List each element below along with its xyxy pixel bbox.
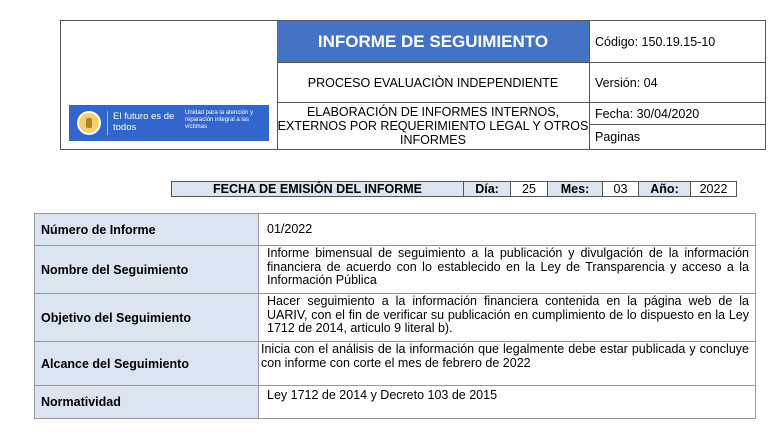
row-label: Objetivo del Seguimiento: [35, 294, 259, 341]
table-row: [35, 342, 755, 386]
row-label: Nombre del Seguimiento: [35, 246, 259, 293]
document-date: Fecha: 30/04/2020: [589, 103, 765, 125]
row-value: Ley 1712 de 2014 y Decreto 103 de 2015: [267, 388, 498, 402]
institution-logo: [69, 105, 269, 141]
year-label: Año:: [639, 182, 691, 196]
process-name: PROCESO EVALUACIÒN INDEPENDIENTE: [277, 63, 589, 103]
emission-date-strip: [171, 181, 737, 197]
coat-of-arms-icon: [77, 111, 101, 135]
emission-label: FECHA DE EMISIÓN DEL INFORME: [172, 182, 464, 196]
table-row: [35, 246, 755, 294]
row-label: Normatividad: [35, 386, 259, 418]
day-label: Día:: [464, 182, 511, 196]
logo-slogan: El futuro es de todos: [113, 111, 175, 133]
document-pages: Paginas: [595, 130, 641, 144]
procedure-name: ELABORACIÓN DE INFORMES INTERNOS, EXTERNOS POR REQUERIMIENTO LEGAL Y OTROS INFORMES: [277, 105, 589, 147]
document-version: Versión: 04: [589, 63, 765, 103]
header-center: [277, 21, 590, 149]
table-row: [35, 386, 755, 418]
row-value: Inicia con el análisis de la información que legalmente debe estar publicada y concluye con informe con corte el mes de febrero de 2022: [261, 342, 749, 370]
month-value: 03: [603, 182, 639, 196]
table-row: [35, 294, 755, 342]
document-header: [60, 20, 766, 150]
day-value: 25: [511, 182, 548, 196]
table-row: [35, 214, 755, 246]
row-label: Alcance del Seguimiento: [35, 342, 259, 385]
logo-cell: [61, 21, 278, 149]
year-value: 2022: [699, 182, 728, 196]
month-label: Mes:: [548, 182, 603, 196]
header-meta: [589, 21, 765, 149]
logo-unit-name: Unidad para la atención y reparación integral a las víctimas: [185, 110, 254, 130]
row-value: 01/2022: [267, 221, 313, 236]
row-value: Informe bimensual de seguimiento a la publicación y divulgación de la información financiera de acuerdo con lo establecido en la Ley de Transparencia y acceso a la Información Pública: [267, 246, 749, 287]
row-label: Número de Informe: [35, 214, 259, 245]
row-value: Hacer seguimiento a la información financiera contenida en la página web de la UARIV, con el fin de verificar su publicación en cumplimiento de lo dispuesto en la Ley 1712 de 2014, articulo 9 literal b).: [267, 294, 749, 335]
document-title: INFORME DE SEGUIMIENTO: [277, 21, 589, 63]
report-info-table: [34, 213, 756, 419]
document-code: Código: 150.19.15-10: [589, 21, 765, 63]
